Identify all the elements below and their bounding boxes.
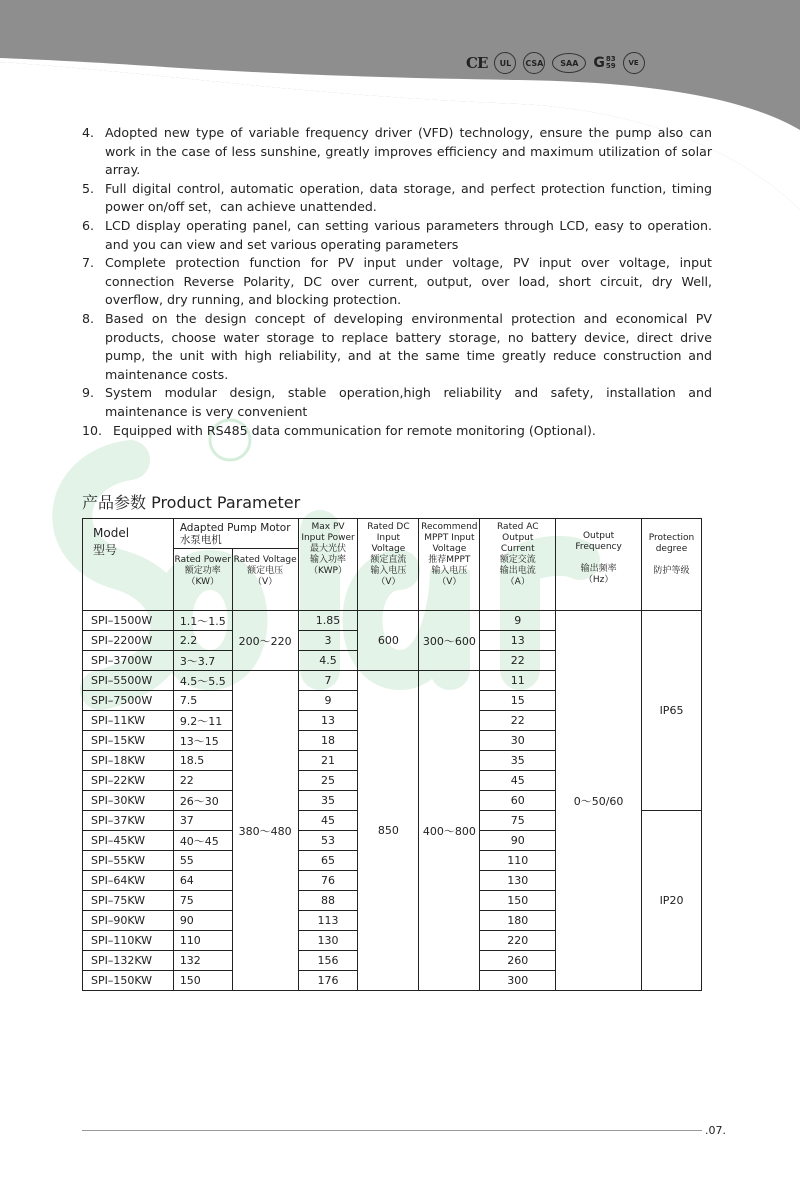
header-rated-voltage: Rated Voltage 额定电压 （V） [232, 549, 298, 611]
cell-pv: 13 [298, 711, 358, 731]
cell-model: SPI–90KW [83, 911, 174, 931]
cell-ac: 60 [480, 791, 556, 811]
cell-ac: 22 [480, 651, 556, 671]
cell-frequency: 0～50/60 [556, 611, 642, 991]
cell-ac: 300 [480, 971, 556, 991]
cell-ac: 45 [480, 771, 556, 791]
cell-power: 3～3.7 [173, 651, 232, 671]
cell-model: SPI–5500W [83, 671, 174, 691]
list-item: 4. Adopted new type of variable frequency driver (VFD) technology, ensure the pump also can work in the case of less sunshine, greatly improves efficiency and maximum utilization of solar array. [82, 125, 712, 178]
section-title: 产品参数 Product Parameter [82, 493, 301, 512]
cell-power: 26～30 [173, 791, 232, 811]
cell-model: SPI–110KW [83, 931, 174, 951]
cell-dc-low: 600 [358, 611, 419, 671]
cell-protection-ip65: IP65 [642, 611, 702, 811]
cell-pv: 130 [298, 931, 358, 951]
cell-dc-high: 850 [358, 671, 419, 991]
cell-power: 40～45 [173, 831, 232, 851]
cell-model: SPI–45KW [83, 831, 174, 851]
cell-pv: 65 [298, 851, 358, 871]
ul-cert-logo: UL [494, 52, 516, 74]
cell-ac: 220 [480, 931, 556, 951]
cell-power: 110 [173, 931, 232, 951]
cell-pv: 35 [298, 791, 358, 811]
page-number: .07. [705, 1124, 726, 1137]
ve-cert-logo: VE [623, 52, 645, 74]
cell-power: 22 [173, 771, 232, 791]
cell-power: 4.5～5.5 [173, 671, 232, 691]
cell-ac: 150 [480, 891, 556, 911]
cell-power: 2.2 [173, 631, 232, 651]
cell-pv: 25 [298, 771, 358, 791]
cell-pv: 176 [298, 971, 358, 991]
header-pump-motor: Adapted Pump Motor 水泵电机 [173, 519, 298, 549]
cell-pv: 7 [298, 671, 358, 691]
cell-pv: 18 [298, 731, 358, 751]
cell-voltage-high: 380～480 [232, 671, 298, 991]
list-item: 10. Equipped with RS485 data communication for remote monitoring (Optional). [82, 422, 596, 438]
cell-ac: 35 [480, 751, 556, 771]
cell-power: 1.1～1.5 [173, 611, 232, 631]
cell-power: 150 [173, 971, 232, 991]
header-protection: Protection degree 防护等级 [642, 519, 702, 611]
cell-model: SPI–1500W [83, 611, 174, 631]
cell-model: SPI–75KW [83, 891, 174, 911]
cell-ac: 15 [480, 691, 556, 711]
list-item: 7. Complete protection function for PV input under voltage, PV input over voltage, input connection Reverse Polarity, DC over current, output, over load, short circuit, dry Well, overflow, dry running, and blocking protection. [82, 255, 712, 308]
cell-ac: 180 [480, 911, 556, 931]
cell-ac: 30 [480, 731, 556, 751]
cell-ac: 130 [480, 871, 556, 891]
cell-model: SPI–2200W [83, 631, 174, 651]
header-rated-power: Rated Power 额定功率 （KW） [173, 549, 232, 611]
cell-model: SPI–22KW [83, 771, 174, 791]
cell-power: 75 [173, 891, 232, 911]
cell-model: SPI–15KW [83, 731, 174, 751]
header-rated-ac: Rated AC Output Current 额定交流 输出电流 （A） [480, 519, 556, 611]
cell-ac: 13 [480, 631, 556, 651]
cell-ac: 90 [480, 831, 556, 851]
header-output-frequency: Output Frequency 输出频率 （Hz） [556, 519, 642, 611]
product-parameter-table [82, 518, 702, 991]
cell-power: 18.5 [173, 751, 232, 771]
table-row [83, 611, 702, 631]
cell-protection-ip20: IP20 [642, 811, 702, 991]
ce-mark-logo: CE [466, 54, 488, 72]
cell-power: 9.2～11 [173, 711, 232, 731]
cell-voltage-low: 200～220 [232, 611, 298, 671]
cell-ac: 9 [480, 611, 556, 631]
cell-ac: 22 [480, 711, 556, 731]
cell-pv: 88 [298, 891, 358, 911]
cell-model: SPI–64KW [83, 871, 174, 891]
header-rated-dc: Rated DC Input Voltage 额定直流 输入电压 （V） [358, 519, 419, 611]
cell-power: 90 [173, 911, 232, 931]
cell-pv: 53 [298, 831, 358, 851]
cell-power: 55 [173, 851, 232, 871]
certification-logos [466, 52, 645, 74]
csa-cert-logo: CSA [523, 52, 545, 74]
cell-ac: 11 [480, 671, 556, 691]
cell-model: SPI–150KW [83, 971, 174, 991]
cell-model: SPI–55KW [83, 851, 174, 871]
cell-power: 132 [173, 951, 232, 971]
cell-pv: 4.5 [298, 651, 358, 671]
cell-power: 64 [173, 871, 232, 891]
header-mppt: Recommend MPPT Input Voltage 推荐MPPT 输入电压 （V） [419, 519, 480, 611]
cell-power: 7.5 [173, 691, 232, 711]
cell-model: SPI–30KW [83, 791, 174, 811]
cell-mppt-high: 400～800 [419, 671, 480, 991]
list-item: 6. LCD display operating panel, can setting various parameters through LCD, easy to operation. and you can view and set various operating parameters [82, 217, 712, 252]
cell-pv: 1.85 [298, 611, 358, 631]
cell-mppt-low: 300～600 [419, 611, 480, 671]
feature-list [82, 124, 712, 440]
cell-ac: 110 [480, 851, 556, 871]
cell-pv: 76 [298, 871, 358, 891]
footer-divider [82, 1130, 702, 1131]
cell-pv: 21 [298, 751, 358, 771]
cell-model: SPI–132KW [83, 951, 174, 971]
cell-model: SPI–7500W [83, 691, 174, 711]
list-item: 5. Full digital control, automatic operation, data storage, and perfect protection function, timing power on/off set，can achieve unattended. [82, 180, 712, 215]
cell-pv: 3 [298, 631, 358, 651]
cell-model: SPI–37KW [83, 811, 174, 831]
cell-ac: 75 [480, 811, 556, 831]
list-item: 9. System modular design, stable operation,high reliability and safety, installation and maintenance is very convenient [82, 385, 712, 419]
cell-model: SPI–3700W [83, 651, 174, 671]
list-item: 8. Based on the design concept of developing environmental protection and economical PV products, choose water storage to replace battery storage, no battery device, direct drive pump, the unit with high reliability, and at the same time greatly reduce construction and maintenance costs. [82, 310, 712, 382]
cell-pv: 156 [298, 951, 358, 971]
cell-power: 37 [173, 811, 232, 831]
g83-cert-logo: G 83 59 [593, 55, 616, 71]
cell-pv: 45 [298, 811, 358, 831]
cell-pv: 113 [298, 911, 358, 931]
saa-cert-logo: SAA [552, 53, 586, 73]
cell-model: SPI–18KW [83, 751, 174, 771]
cell-power: 13～15 [173, 731, 232, 751]
cell-ac: 260 [480, 951, 556, 971]
header-max-pv: Max PV Input Power 最大光伏 输入功率 （KWP） [298, 519, 358, 611]
cell-pv: 9 [298, 691, 358, 711]
header-model: Model 型号 [83, 519, 174, 611]
cell-model: SPI–11KW [83, 711, 174, 731]
